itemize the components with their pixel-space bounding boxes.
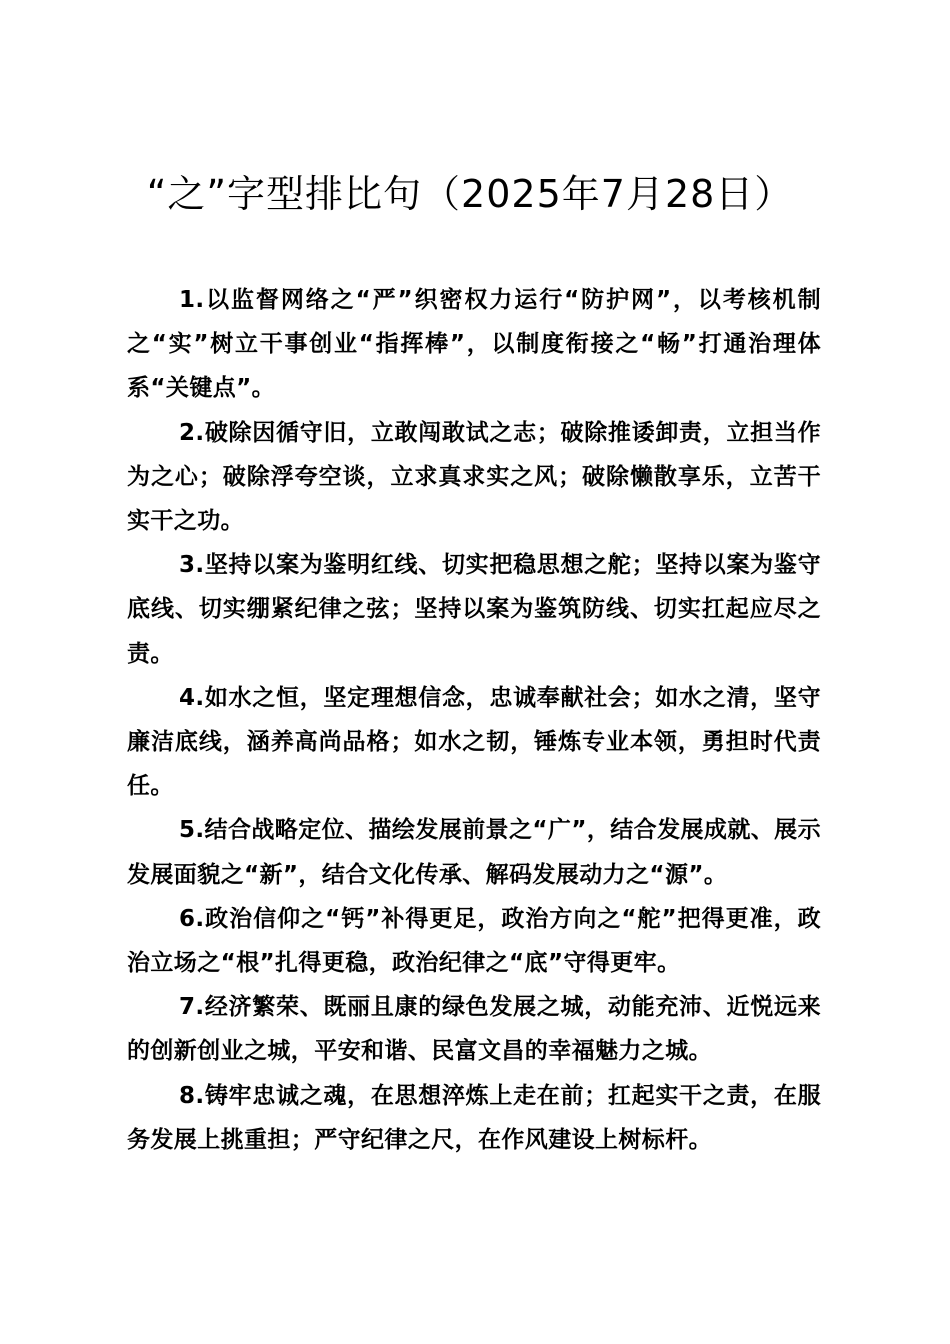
paragraph-1: 1.以监督网络之“严”织密权力运行“防护网”，以考核机制之“实”树立干事创业“指挥棒”，以制度衔接之“畅”打通治理体系“关键点”。 [127, 287, 821, 402]
document-title: “之”字型排比句（2025年7月28日） [146, 172, 794, 216]
paragraph-3: 3.坚持以案为鉴明红线、切实把稳思想之舵；坚持以案为鉴守底线、切实绷紧纪律之弦；坚持以案为鉴筑防线、切实扛起应尽之责。 [127, 552, 821, 667]
paragraph-7: 7.经济繁荣、既丽且康的绿色发展之城，动能充沛、近悦远来的创新创业之城，平安和谐、民富文昌的幸福魅力之城。 [127, 994, 821, 1065]
paragraph-6: 6.政治信仰之“钙”补得更足，政治方向之“舵”把得更准，政治立场之“根”扎得更稳，政治纪律之“底”守得更牢。 [127, 905, 821, 977]
paragraph-5: 5.结合战略定位、描绘发展前景之“广”，结合发展成就、展示发展面貌之“新”，结合文化传承、解码发展动力之“源”。 [127, 817, 821, 888]
paragraph-8: 8.铸牢忠诚之魂，在思想淬炼上走在前；扛起实干之责，在服务发展上挑重担；严守纪律之尺，在作风建设上树标杆。 [127, 1082, 821, 1153]
document-body [127, 278, 821, 1162]
paragraph-4: 4.如水之恒，坚定理想信念，忠诚奉献社会；如水之清，坚守廉洁底线，涵养高尚品格；如水之韧，锤炼专业本领，勇担时代责任。 [127, 684, 821, 800]
paragraph-2: 2.破除因循守旧，立敢闯敢试之志；破除推诿卸责，立担当作为之心；破除浮夸空谈，立求真求实之风；破除懒散享乐，立苦干实干之功。 [127, 419, 821, 535]
